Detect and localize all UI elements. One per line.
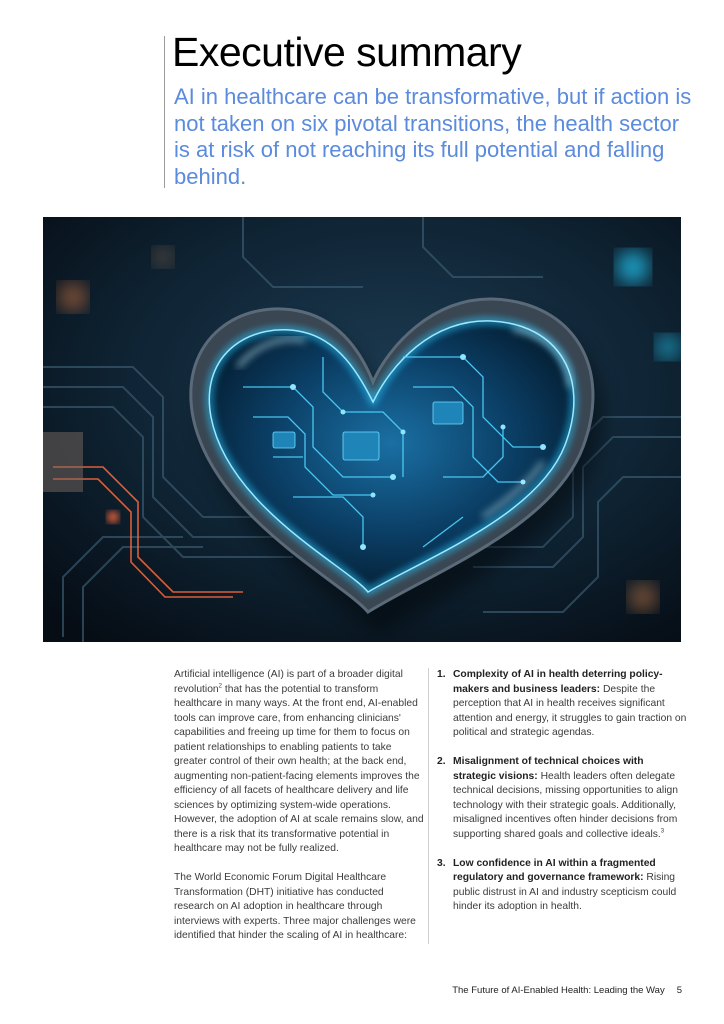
footer-report-subtitle: Leading the Way bbox=[591, 985, 665, 996]
challenge-text: Health leaders often delegate technical decisions, missing opportunities to align technology with their strategic goals. Additionally, misaligned incentives often hinder decisions from supporting shared goals and collective ideals. bbox=[453, 770, 678, 840]
challenge-number: 3. bbox=[437, 857, 446, 869]
challenges-list bbox=[437, 668, 687, 929]
intro-column bbox=[174, 668, 426, 958]
challenge-item bbox=[437, 755, 687, 842]
challenge-number: 1. bbox=[437, 669, 446, 680]
intro-paragraph: The World Economic Forum Digital Healthcare Transformation (DHT) initiative has conducted research on AI adoption in healthcare through interviews with experts. Three major challenges were identified that hinder the scaling of AI in healthcare: bbox=[174, 872, 416, 941]
footnote-ref[interactable]: 3 bbox=[660, 828, 665, 835]
column-divider bbox=[428, 668, 429, 944]
page-footer bbox=[452, 985, 682, 996]
title-rule bbox=[164, 36, 165, 188]
challenge-item bbox=[437, 668, 687, 741]
challenge-heading: Complexity of AI in health deterring policy-makers and business leaders: bbox=[453, 669, 663, 695]
page-title: Executive summary bbox=[172, 29, 522, 75]
circuit-heart-image bbox=[43, 217, 681, 642]
page-number: 5 bbox=[676, 985, 682, 996]
hero-image bbox=[43, 217, 681, 642]
challenge-heading: Misalignment of technical choices with strategic visions: bbox=[453, 756, 644, 782]
page-subtitle: AI in healthcare can be transformative, but if action is not taken on six pivotal transitions, the health sector is at risk of not reaching its full potential and falling behind. bbox=[174, 84, 692, 189]
challenge-heading: Low confidence in AI within a fragmented regulatory and governance framework: bbox=[453, 857, 656, 883]
footnote-ref[interactable]: 2 bbox=[218, 683, 222, 690]
footer-report-title: The Future of AI-Enabled Health: bbox=[452, 985, 592, 996]
challenge-number: 2. bbox=[437, 756, 446, 767]
intro-paragraph: Artificial intelligence (AI) is part of a broader digital revolution$^2$ that has the potential to transform healthcare in many ways. At the front end, AI-enabled tools can improve care, from enhancing clinicians' capabilities and freeing up time for them to focus on patient relationships to enabling patients to take greater control of their own health; at the back end, augmenting non-patient-facing elements improves the efficiency of all facets of healthcare delivery and life sciences by optimizing system-wide operations. However, the adoption of AI at scale remains slow, and there is a risk that its transformative potential in healthcare may not be fully realized. bbox=[174, 669, 424, 854]
challenge-text: Rising public distrust in AI and industry scepticism could hinder its adoption in health. bbox=[453, 872, 677, 912]
challenge-item bbox=[437, 857, 687, 915]
challenge-text: Despite the perception that AI in health receives significant attention and energy, it struggles to gain traction on political and strategic agendas. bbox=[453, 683, 687, 738]
